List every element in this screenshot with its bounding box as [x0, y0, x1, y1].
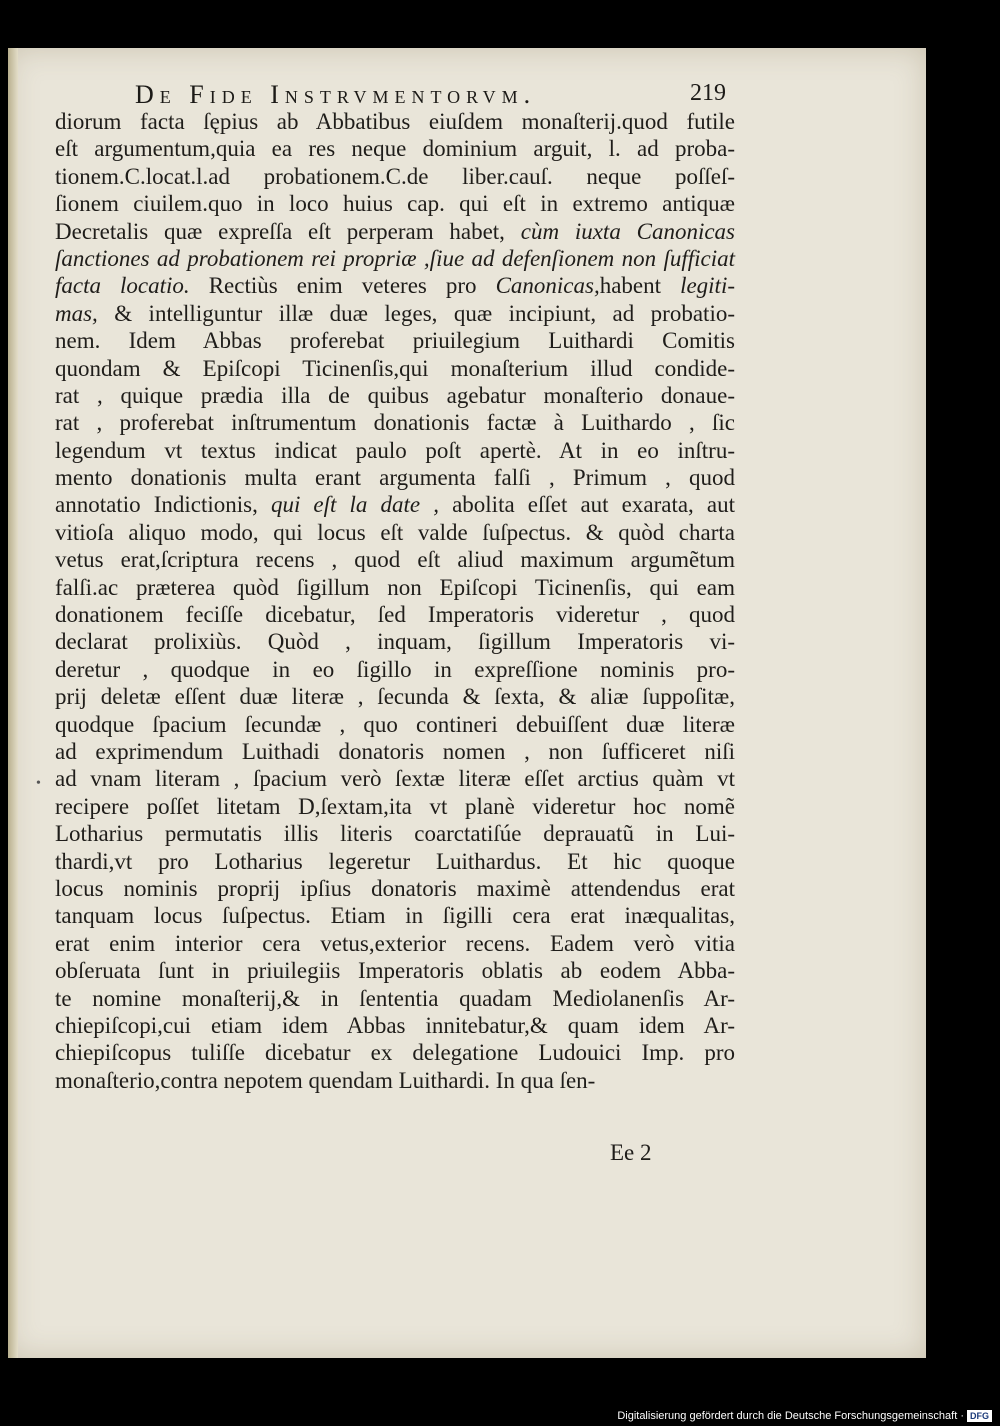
italic-segment: qui eſt la date , [270, 492, 439, 518]
text-segment: chiepiſcopi,cui etiam idem Abbas innitebatur,& quam idem Ar- [55, 1012, 735, 1038]
text-segment: locus nominis proprij ipſius donatoris maximè attendendus erat [55, 875, 735, 901]
text-segment: tionem.C.locat.l.ad probationem.C.de liber.cauſ. neque poſſeſ- [55, 163, 735, 189]
text-line [55, 300, 735, 327]
catchword: Ee 2 [610, 1140, 652, 1165]
margin-mark: • [36, 776, 41, 791]
text-line [55, 245, 735, 272]
text-line [55, 875, 735, 902]
text-segment: falſi.ac præterea quòd ſigillum non Epiſcopi Ticinenſis, qui eam [55, 574, 735, 600]
text-line [55, 902, 735, 929]
italic-segment: cùm iuxta Canonicas [520, 218, 736, 244]
text-segment: habent [599, 273, 681, 299]
text-line [55, 656, 735, 683]
text-segment: ad vnam literam , ſpacium verò ſextæ literæ eſſet arctius quàm vt [55, 766, 735, 792]
digitization-credit [617, 1410, 992, 1422]
text-segment: ad exprimendum Luithadi donatoris nomen , non ſufficeret niſi [55, 738, 735, 764]
text-segment: thardi,vt pro Lotharius legeretur Luithardus. Et hic quoque [55, 848, 735, 874]
text-line [55, 711, 735, 738]
text-line [55, 546, 735, 573]
page-number: 219 [690, 80, 726, 106]
body-text [55, 108, 735, 1094]
italic-segment: Canonicas, [495, 273, 600, 299]
text-segment: vetus erat,ſcriptura recens , quod eſt aliud maximum argumẽtum [55, 547, 735, 573]
text-line [55, 628, 735, 655]
text-segment: te nomine monaſterij,& in ſententia quadam Mediolanenſis Ar- [55, 985, 735, 1011]
text-line [55, 574, 735, 601]
text-segment: ſionem ciuilem.quo in loco huius cap. qui eſt in extremo antiquæ [55, 191, 735, 217]
text-segment: prij deletæ eſſent duæ literæ , ſecunda & ſexta, & aliæ ſuppoſitæ, [55, 684, 735, 710]
text-segment: declarat prolixiùs. Quòd , inquam, ſigillum Imperatoris vi- [55, 629, 735, 655]
italic-segment: ſanctiones ad probationem rei propriæ ,ſiue ad defenſionem non ſufficiat [55, 245, 735, 271]
credit-text: Digitalisierung gefördert durch die Deutsche Forschungsgemeinschaft · [617, 1410, 964, 1422]
text-segment: quodque ſpacium ſecundæ , quo contineri debuiſſent duæ literæ [55, 711, 735, 737]
italic-segment: legiti- [680, 273, 735, 299]
text-segment: & intelliguntur illæ duæ leges, quæ incipiunt, ad probatio- [97, 300, 735, 326]
text-segment: Decretalis quæ expreſſa eſt perperam habet, [55, 218, 521, 244]
text-line [55, 190, 735, 217]
text-line [55, 1012, 735, 1039]
text-line [55, 327, 735, 354]
text-line [55, 848, 735, 875]
italic-segment: facta locatio. [55, 273, 190, 299]
text-segment: erat enim interior cera vetus,exterior recens. Eadem verò vitia [55, 930, 735, 956]
text-segment: tanquam locus ſuſpectus. Etiam in ſigilli cera erat inæqualitas, [55, 903, 735, 929]
text-segment: nem. Idem Abbas proferebat priuilegium Luithardi Comitis [55, 328, 735, 354]
text-segment: rat , proferebat inſtrumentum donationis factæ à Luithardo , ſic [55, 410, 735, 436]
text-segment: Lotharius permutatis illis literis coarctatiſúe deprauatũ in Lui- [55, 821, 735, 847]
text-line [55, 820, 735, 847]
text-segment: mento donationis multa erant argumenta falſi , Primum , quod [55, 465, 735, 491]
text-segment: quondam & Epiſcopi Ticinenſis,qui monaſterium illud condide- [55, 355, 735, 381]
page-edge [8, 48, 18, 1358]
text-line [55, 683, 735, 710]
text-line [55, 163, 735, 190]
text-segment: chiepiſcopus tuliſſe dicebatur ex delegatione Ludouici Imp. pro [55, 1040, 735, 1066]
italic-segment: mas, [55, 300, 98, 326]
text-segment: legendum vt textus indicat paulo poſt apertè. At in eo inſtru- [55, 437, 735, 463]
text-segment: eſt argumentum,quia ea res neque dominium arguit, l. ad proba- [55, 136, 735, 162]
text-line [55, 957, 735, 984]
text-segment: recipere poſſet litetam D,ſextam,ita vt planè videretur hoc nomẽ [55, 793, 735, 819]
text-line [55, 355, 735, 382]
running-head: De Fide Instrvmentorvm. [135, 80, 537, 109]
text-line [55, 464, 735, 491]
text-line [55, 135, 735, 162]
text-segment: vitioſa aliquo modo, qui locus eſt valde ſuſpectus. & quòd charta [55, 519, 735, 545]
text-line [55, 108, 735, 135]
text-segment: monaſterio,contra nepotem quendam Luithardi. In qua ſen- [55, 1067, 596, 1093]
text-line [55, 218, 735, 245]
text-line [55, 437, 735, 464]
text-segment: rat , quique prædia illa de quibus agebatur monaſterio donaue- [55, 382, 735, 408]
text-line [55, 985, 735, 1012]
text-segment: diorum facta ſępius ab Abbatibus eiuſdem monaſterij.quod futile [55, 109, 735, 134]
text-line [55, 519, 735, 546]
text-line [55, 491, 735, 518]
text-line [55, 409, 735, 436]
text-line [55, 382, 735, 409]
text-line [55, 1039, 735, 1066]
text-segment: deretur , quodque in eo ſigillo in expreſſione nominis pro- [55, 656, 735, 682]
text-line [55, 601, 735, 628]
text-segment: abolita eſſet aut exarata, aut [438, 492, 736, 518]
text-line [55, 793, 735, 820]
text-line [55, 1067, 735, 1094]
text-line [55, 930, 735, 957]
text-line [55, 272, 735, 299]
dfg-logo: DFG [967, 1410, 992, 1422]
text-segment: donationem feciſſe dicebatur, ſed Imperatoris videretur , quod [55, 602, 735, 628]
text-segment: annotatio Indictionis, [55, 492, 271, 518]
text-segment: obſeruata ſunt in priuilegiis Imperatoris oblatis ab eodem Abba- [55, 958, 735, 984]
text-line [55, 738, 735, 765]
text-segment: Rectiùs enim veteres pro [189, 273, 496, 299]
text-line [55, 765, 735, 792]
